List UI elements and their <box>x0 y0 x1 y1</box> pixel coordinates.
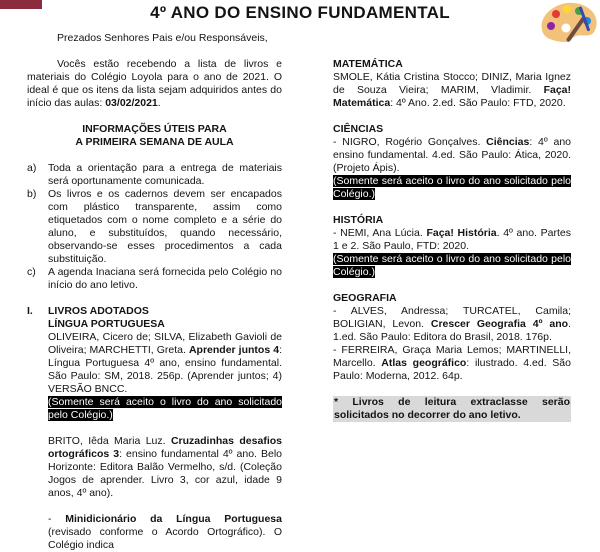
book-entry: OLIVEIRA, Cicero de; SILVA, Elizabeth Gavioli de Oliveira; MARCHETTI, Greta. Aprender juntos 4: Língua Portuguesa 4º ano, ensino fundamental. São Paulo: SM, 2018. 256p. (Aprender juntos; 4) VERSÃO BNCC. <box>48 331 282 395</box>
book-entry: - ALVES, Andressa; TURCATEL, Camila; BOLIGIAN, Levon. Crescer Geografia 4º ano. 1.ed. São Paulo: Editora do Brasil, 2018. 176p. <box>333 305 571 343</box>
list-item: b) Os livros e os cadernos devem ser encapados com plástico transparente, assim como etiquetados com o nome completo e a série do aluno, e substituídos, quando necessário, observando-se esses procedimentos a cada substituição. <box>27 188 282 265</box>
subject-label: GEOGRAFIA <box>333 292 397 304</box>
left-column <box>27 32 282 552</box>
notice-box: (Somente será aceito o livro do ano solicitado pelo Colégio.) <box>333 175 571 200</box>
subject-label: MATEMÁTICA <box>333 58 403 70</box>
book-entry: - NIGRO, Rogério Gonçalves. Ciências: 4º ano ensino fundamental. 4.ed. São Paulo: Ática, 2020. (Projeto Ápis). <box>333 136 572 174</box>
page-title: 4º ANO DO ENSINO FUNDAMENTAL <box>150 3 450 22</box>
notice-box: (Somente será aceito o livro do ano solicitado pelo Colégio.) <box>48 396 282 421</box>
subject-label: HISTÓRIA <box>333 214 384 226</box>
notice-box: (Somente será aceito o livro do ano solicitado pelo Colégio.) <box>333 253 571 278</box>
list-item: c) A agenda Inaciana será fornecida pelo Colégio no início do ano letivo. <box>27 266 282 291</box>
book-entry: - FERREIRA, Graça Maria Lemos; MARTINELLI, Marcello. Atlas geográfico: ilustrado. 4.ed. São Paulo: Moderna, 2012. 64p. <box>333 344 571 382</box>
deadline-date: 03/02/2021 <box>105 97 158 109</box>
right-column <box>333 58 571 422</box>
portuguese-block <box>27 318 282 552</box>
subject-label: LÍNGUA PORTUGUESA <box>48 318 165 330</box>
intro-paragraph: Vocês estão recebendo a lista de livros e materiais do Colégio Loyola para o ano de 2021. O ideal é que os itens da lista sejam adquiridos antes do início das aulas: 03/02/2021. <box>27 58 282 109</box>
info-title: INFORMAÇÕES ÚTEIS PARA A PRIMEIRA SEMANA DE AULA <box>75 123 234 148</box>
info-list <box>27 162 282 292</box>
book-entry: BRITO, Iêda Maria Luz. Cruzadinhas desafios ortográficos 3: ensino fundamental 4º ano. Belo Horizonte: Editora Balão Vermelho, s/d. (Coleção Jogos de aprender. Livro 3, cor azul, idade 9 anos, 4º ano). <box>48 435 282 499</box>
book-entry: - NEMI, Ana Lúcia. Faça! História. 4º ano. Partes 1 e 2. São Paulo, FTD: 2020. <box>333 227 571 252</box>
greeting: Prezados Senhores Pais e/ou Responsáveis, <box>57 32 268 44</box>
book-entry: - Minidicionário da Língua Portuguesa (revisado conforme o Acordo Ortográfico). O Colégio indica <box>48 513 282 551</box>
section-heading: I. LIVROS ADOTADOS <box>27 305 149 317</box>
book-entry: SMOLE, Kátia Cristina Stocco; DINIZ, Maria Ignez de Souza Vieira; MARIM, Vladimir. Faça! Matemática: 4º Ano. 2.ed. São Paulo: FTD, 2020. <box>333 71 571 109</box>
subject-label: CIÊNCIAS <box>333 123 384 135</box>
footnote: * Livros de leitura extraclasse serão solicitados no decorrer do ano letivo. <box>334 396 570 421</box>
list-item: a) Toda a orientação para a entrega de materiais será oportunamente comunicada. <box>27 162 282 187</box>
